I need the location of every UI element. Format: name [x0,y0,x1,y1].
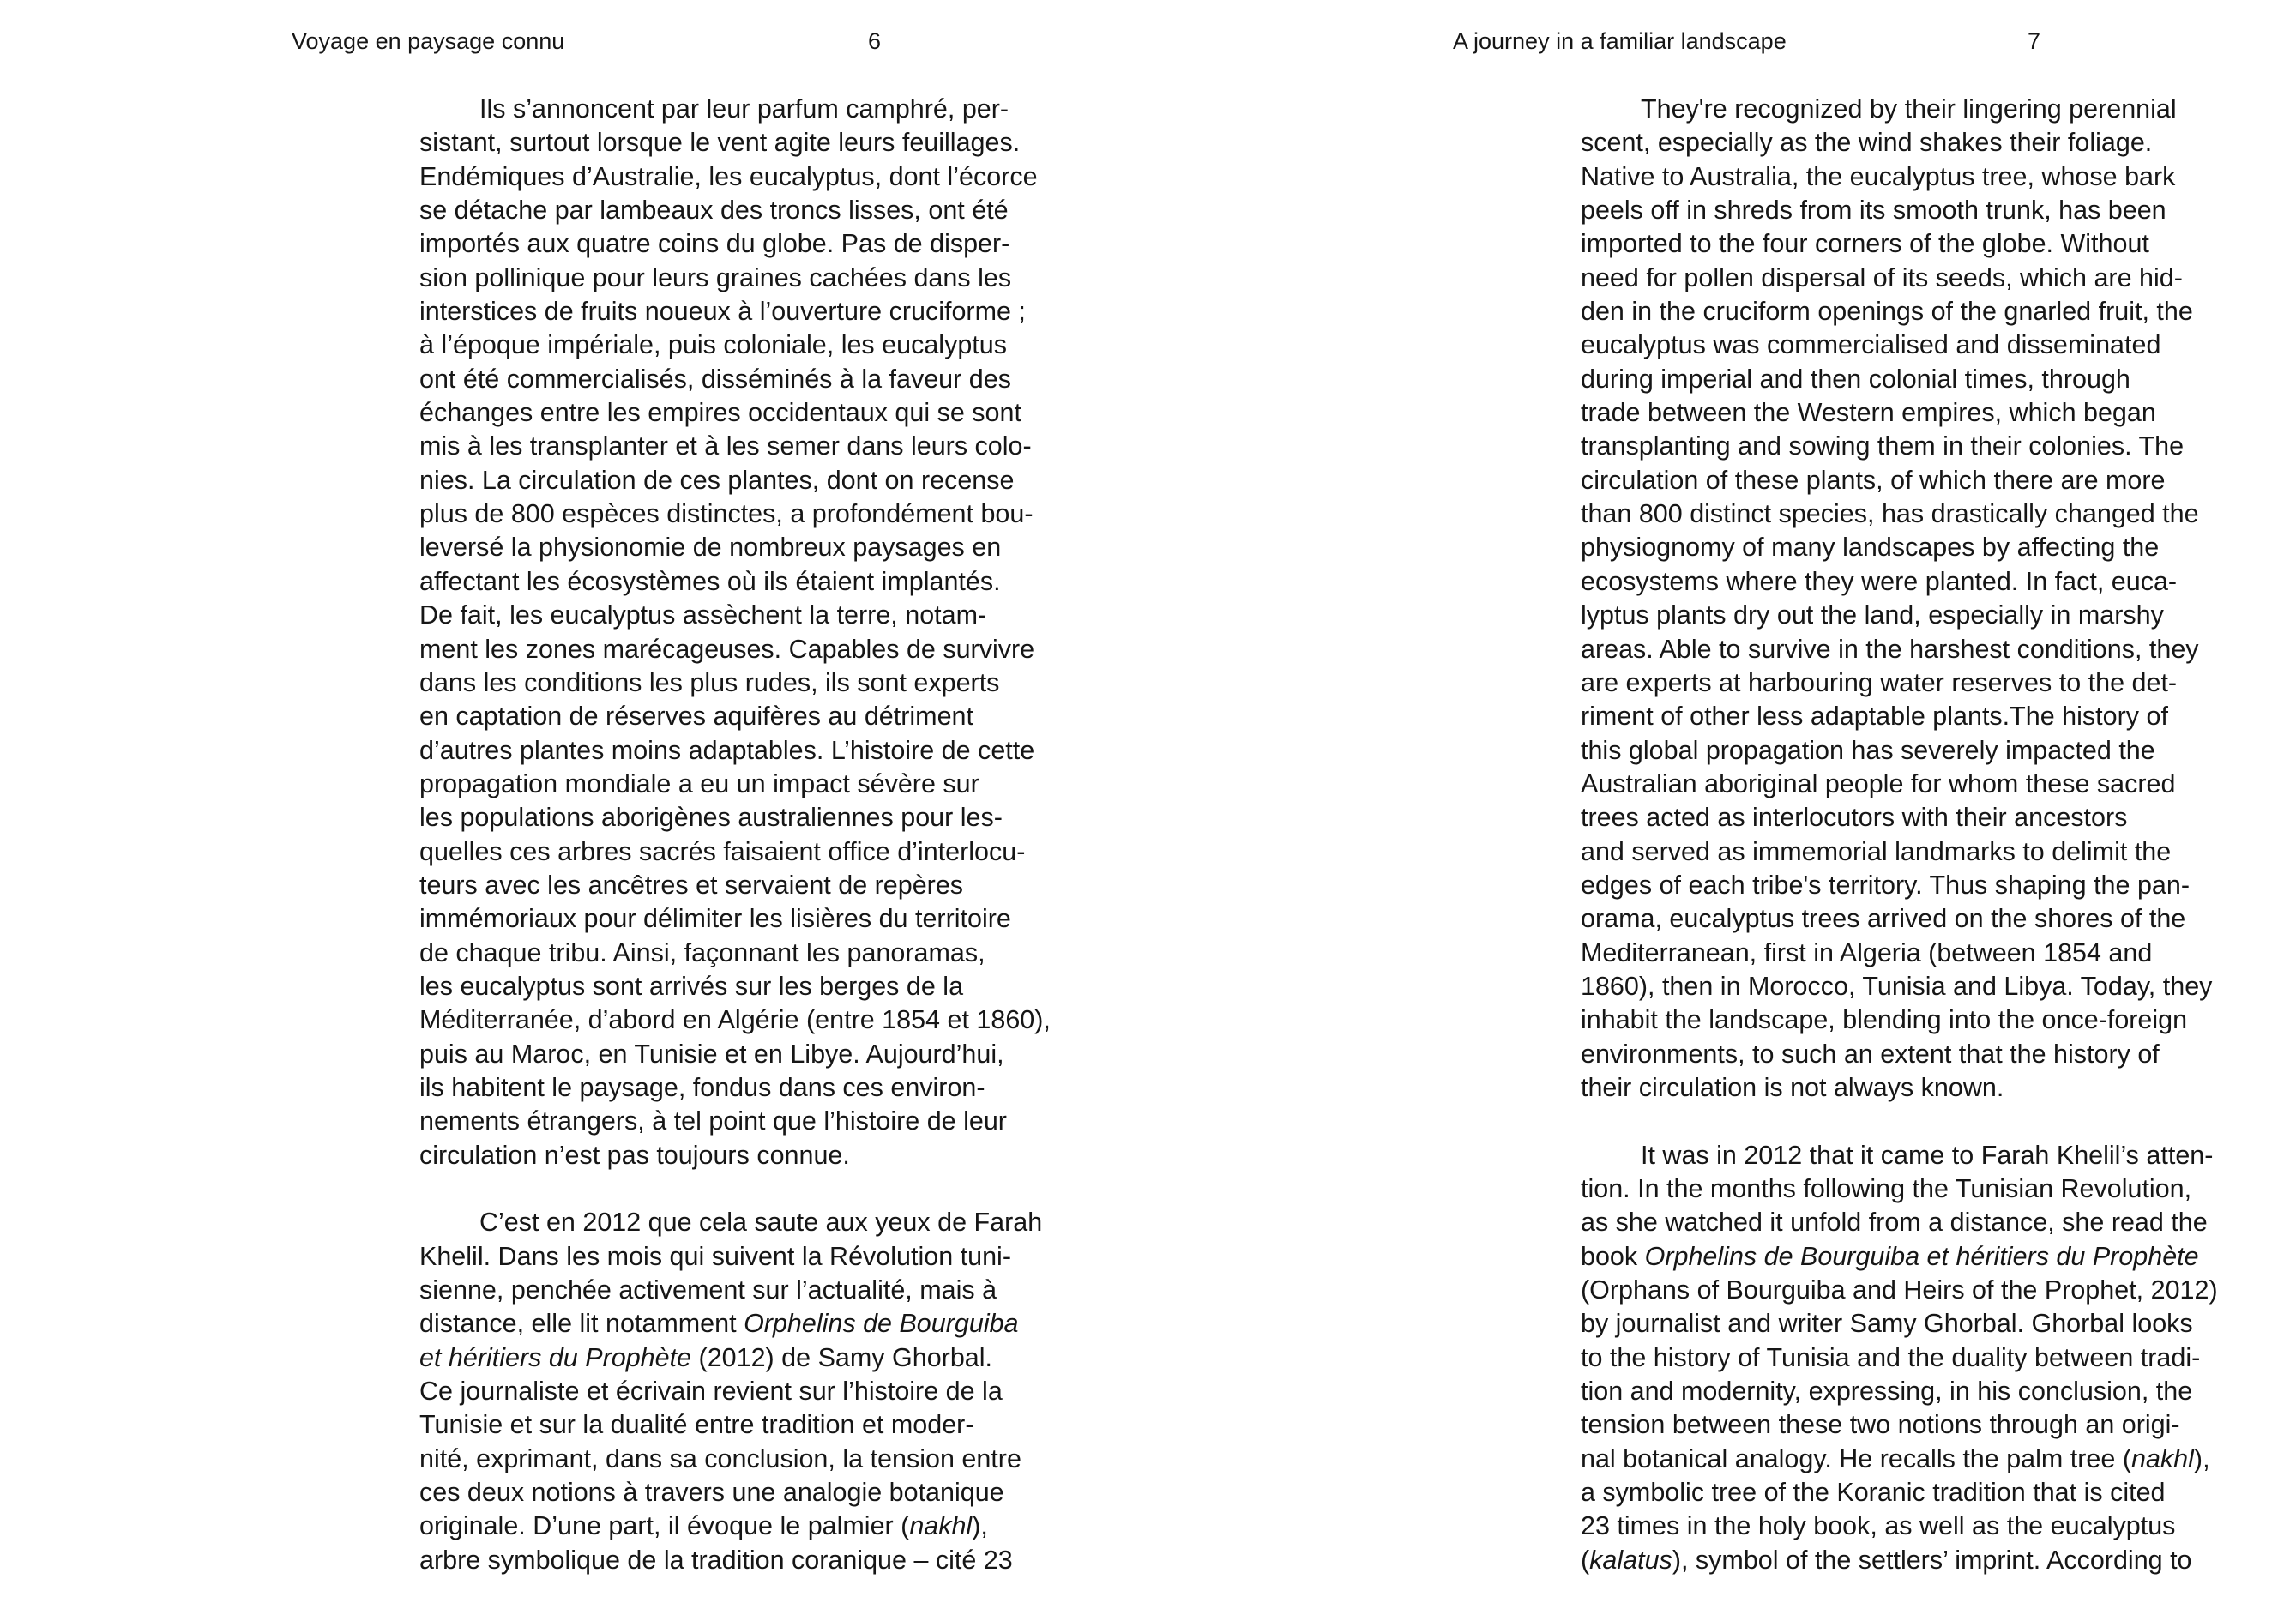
text-line [419,1139,1051,1172]
text-run: circulation of these plants, of which there are more [1581,465,2166,495]
text-run: ), [972,1511,988,1541]
text-run: en captation de réserves aquifères au détriment [419,702,973,732]
text-run: than 800 distinct species, has drastically changed the [1581,499,2199,529]
text-line [1581,1240,2218,1274]
text-run: originale. D’une part, il évoque le palmier ( [419,1511,910,1541]
text-run: orama, eucalyptus trees arrived on the shores of the [1581,904,2186,934]
text-run: distance, elle lit notamment [419,1309,744,1339]
text-line [1581,565,2218,599]
text-run: ), symbol of the settlers’ imprint. According to [1672,1545,2192,1575]
text-line [1581,497,2218,531]
text-line [1581,768,2218,801]
text-line [1581,700,2218,733]
text-line [419,328,1051,362]
text-line [1581,160,2218,194]
text-line [1581,1375,2218,1408]
text-line [419,835,1051,869]
text-run: 1860), then in Morocco, Tunisia and Libya. Today, they [1581,971,2213,1001]
paragraph [1581,93,2218,1105]
text-run: trees acted as interlocutors with their ancestors [1581,803,2128,833]
text-line [1581,194,2218,227]
text-line [1581,1544,2218,1577]
text-line [419,599,1051,632]
text-line [419,1408,1051,1442]
italic-text-run: nakhl [909,1511,973,1541]
page-number: 6 [868,28,882,54]
text-line [1581,93,2218,126]
text-line [419,430,1051,463]
text-line [1581,1408,2218,1442]
italic-text-run: nakhl [2130,1443,2194,1473]
text-line [419,194,1051,227]
text-line [419,363,1051,396]
text-line [1581,902,2218,936]
text-run: riment of other less adaptable plants.The history of [1581,702,2168,732]
text-run: and served as immemorial landmarks to delimit the [1581,836,2172,866]
text-run: mis à les transplanter et à les semer dans leurs colo- [419,431,1032,461]
text-line [419,1476,1051,1510]
text-run: teurs avec les ancêtres et servaient de repères [419,870,964,900]
text-run: 23 times in the holy book, as well as the eucalyptus [1581,1511,2176,1541]
text-run: by journalist and writer Samy Ghorbal. Ghorbal looks [1581,1309,2193,1339]
text-line [419,227,1051,261]
text-run: sion pollinique pour leurs graines cachées dans les [419,262,1012,292]
text-run: tion and modernity, expressing, in his conclusion, the [1581,1377,2193,1407]
text-line [1581,464,2218,497]
text-run: ont été commercialisés, disséminés à la faveur des [419,364,1011,394]
text-line [1581,599,2218,632]
text-run: ecosystems where they were planted. In fact, euca- [1581,566,2178,596]
text-line [419,1443,1051,1476]
text-line [419,1307,1051,1341]
page-number: 7 [2028,28,2041,54]
text-line [419,970,1051,1003]
text-run: Ce journaliste et écrivain revient sur l’histoire de la [419,1377,1003,1407]
text-line [1581,1510,2218,1543]
text-line [419,1105,1051,1138]
text-run: this global propagation has severely impacted the [1581,735,2155,765]
text-line [1581,328,2218,362]
text-run: lyptus plants dry out the land, especially in marshy [1581,600,2164,630]
text-run: a symbolic tree of the Koranic tradition that is cited [1581,1478,2166,1508]
text-run: nements étrangers, à tel point que l’histoire de leur [419,1106,1007,1136]
text-line [1581,1307,2218,1341]
text-line [1581,1071,2218,1105]
paragraph [1581,1139,2218,1577]
text-line [419,700,1051,733]
text-line [1581,531,2218,564]
text-line [419,1274,1051,1307]
text-line [419,1375,1051,1408]
text-line [419,126,1051,160]
text-run: échanges entre les empires occidentaux qui se sont [419,398,1021,428]
text-run: (Orphans of Bourguiba and Heirs of the Prophet, 2012) [1581,1275,2218,1305]
text-line [1581,430,2218,463]
text-run: trade between the Western empires, which began [1581,398,2156,428]
text-line [419,93,1051,126]
text-run: ces deux notions à travers une analogie botanique [419,1478,1004,1508]
text-run: propagation mondiale a eu un impact sévère sur [419,768,979,798]
text-line [419,902,1051,936]
text-line [1581,633,2218,666]
paragraph [419,93,1051,1172]
running-title: Voyage en paysage connu [292,28,565,54]
text-run: tion. In the months following the Tunisian Revolution, [1581,1174,2192,1203]
text-run: se détache par lambeaux des troncs lisses, ont été [419,196,1009,226]
text-run: inhabit the landscape, blending into the once-foreign [1581,1005,2188,1035]
text-run: to the history of Tunisia and the duality between tradi- [1581,1342,2201,1372]
text-line [419,937,1051,970]
text-line [1581,666,2218,700]
text-run: scent, especially as the wind shakes their foliage. [1581,128,2153,158]
text-line [419,531,1051,564]
text-run: interstices de fruits noueux à l’ouverture cruciforme ; [419,297,1026,327]
text-line [1581,835,2218,869]
text-run: are experts at harbouring water reserves to the det- [1581,667,2178,697]
italic-text-run: Orphelins de Bourguiba [744,1309,1019,1339]
text-line [419,1240,1051,1274]
italic-text-run: et héritiers du Prophète [419,1342,692,1372]
text-line [419,1544,1051,1577]
text-run: sistant, surtout lorsque le vent agite leurs feuillages. [419,128,1021,158]
text-line [419,1341,1051,1375]
text-line [419,633,1051,666]
text-line [1581,227,2218,261]
text-run: C’est en 2012 que cela saute aux yeux de Farah [479,1208,1043,1238]
text-line [1581,262,2218,295]
text-run: sienne, penchée activement sur l’actualité, mais à [419,1275,997,1305]
text-run: nité, exprimant, dans sa conclusion, la tension entre [419,1443,1021,1473]
text-run: de chaque tribu. Ainsi, façonnant les panoramas, [419,937,985,967]
text-run: book [1581,1241,1645,1271]
text-run: circulation n’est pas toujours connue. [419,1140,850,1170]
text-run: imported to the four corners of the globe. Without [1581,229,2149,259]
text-run: their circulation is not always known. [1581,1072,2004,1102]
text-line [419,666,1051,700]
text-line [1581,1443,2218,1476]
text-run: plus de 800 espèces distinctes, a profondément bou- [419,499,1034,529]
text-run: leversé la physionomie de nombreux paysages en [419,533,1002,563]
text-run: (2012) de Samy Ghorbal. [691,1342,992,1372]
text-line [1581,1038,2218,1071]
text-run: tension between these two notions through an origi- [1581,1410,2180,1440]
italic-text-run: Orphelins de Bourguiba et héritiers du Prophète [1644,1241,2199,1271]
body-text [1581,93,2218,1577]
text-run: as she watched it unfold from a distance, she read the [1581,1208,2208,1238]
text-run: physiognomy of many landscapes by affecting the [1581,533,2160,563]
text-run: Endémiques d’Australie, les eucalyptus, dont l’écorce [419,161,1038,191]
text-run: Méditerranée, d’abord en Algérie (entre 1854 et 1860), [419,1005,1051,1035]
text-run: nal botanical analogy. He recalls the palm tree ( [1581,1443,2131,1473]
text-run: Ils s’annoncent par leur parfum camphré, per- [479,94,1009,124]
text-line [419,295,1051,328]
text-line [1581,363,2218,396]
text-run: areas. Able to survive in the harshest conditions, they [1581,634,2199,664]
text-run: Tunisie et sur la dualité entre tradition et moder- [419,1410,974,1440]
text-run: It was in 2012 that it came to Farah Khelil’s atten- [1641,1140,2214,1170]
text-line [419,262,1051,295]
italic-text-run: kalatus [1589,1545,1672,1575]
text-run: den in the cruciform openings of the gnarled fruit, the [1581,297,2193,327]
text-line [419,1071,1051,1105]
text-line [1581,1139,2218,1172]
text-run: Native to Australia, the eucalyptus tree, whose bark [1581,161,2176,191]
text-run: ment les zones marécageuses. Capables de survivre [419,634,1035,664]
text-line [419,565,1051,599]
text-line [1581,937,2218,970]
text-run: à l’époque impériale, puis coloniale, les eucalyptus [419,330,1007,360]
paragraph [419,1206,1051,1577]
text-run: environments, to such an extent that the history of [1581,1039,2160,1069]
text-run: transplanting and sowing them in their colonies. The [1581,431,2185,461]
text-line [419,768,1051,801]
text-run: eucalyptus was commercialised and disseminated [1581,330,2161,360]
text-line [1581,1341,2218,1375]
text-run: Australian aboriginal people for whom these sacred [1581,768,2176,798]
text-line [1581,126,2218,160]
text-run: during imperial and then colonial times, through [1581,364,2130,394]
text-run: d’autres plantes moins adaptables. L’histoire de cette [419,735,1035,765]
text-run: They're recognized by their lingering perennial [1641,94,2177,124]
text-line [419,1206,1051,1239]
text-line [1581,1003,2218,1037]
text-run: edges of each tribe's territory. Thus shaping the pan- [1581,870,2190,900]
text-run: ), [2193,1443,2210,1473]
text-line [419,1510,1051,1543]
text-run: les populations aborigènes australiennes pour les- [419,803,1003,833]
text-line [419,869,1051,902]
text-run: need for pollen dispersal of its seeds, which are hid- [1581,262,2183,292]
text-line [1581,1274,2218,1307]
text-line [1581,1476,2218,1510]
text-line [419,801,1051,835]
text-run: les eucalyptus sont arrivés sur les berges de la [419,971,964,1001]
text-line [1581,1172,2218,1206]
text-line [419,464,1051,497]
text-run: importés aux quatre coins du globe. Pas de disper- [419,229,1010,259]
text-line [419,497,1051,531]
body-text [419,93,1051,1577]
text-line [1581,396,2218,430]
text-run: nies. La circulation de ces plantes, dont on recense [419,465,1015,495]
text-run: De fait, les eucalyptus assèchent la terre, notam- [419,600,987,630]
text-line [1581,869,2218,902]
text-run: ils habitent le paysage, fondus dans ces environ- [419,1072,985,1102]
text-run: ( [1581,1545,1590,1575]
text-run: immémoriaux pour délimiter les lisières du territoire [419,904,1011,934]
text-run: peels off in shreds from its smooth trunk, has been [1581,196,2166,226]
text-line [419,1038,1051,1071]
text-line [1581,970,2218,1003]
text-line [419,396,1051,430]
text-line [419,160,1051,194]
text-line [1581,1206,2218,1239]
text-run: quelles ces arbres sacrés faisaient office d’interlocu- [419,836,1026,866]
text-line [419,734,1051,768]
text-run: affectant les écosystèmes où ils étaient implantés. [419,566,1001,596]
text-line [419,1003,1051,1037]
running-title: A journey in a familiar landscape [1453,28,1787,54]
text-line [1581,801,2218,835]
text-run: Khelil. Dans les mois qui suivent la Révolution tuni- [419,1241,1011,1271]
text-line [1581,734,2218,768]
text-line [1581,295,2218,328]
text-run: Mediterranean, first in Algeria (between 1854 and [1581,937,2153,967]
text-run: arbre symbolique de la tradition coranique – cité 23 [419,1545,1013,1575]
text-run: puis au Maroc, en Tunisie et en Libye. Aujourd’hui, [419,1039,1004,1069]
text-run: dans les conditions les plus rudes, ils sont experts [419,667,1000,697]
